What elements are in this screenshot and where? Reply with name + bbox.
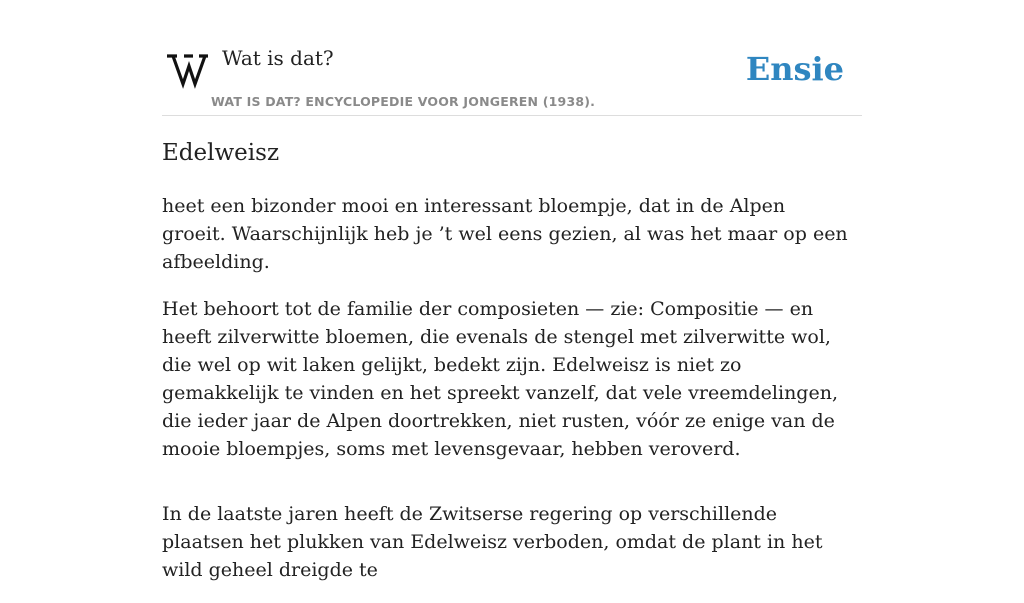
source-title[interactable]: Wat is dat? — [222, 46, 334, 70]
article-title: Edelweisz — [162, 140, 280, 166]
wikipedia-w-icon — [165, 50, 209, 90]
brand-logo-link[interactable]: Ensie — [745, 50, 844, 88]
paragraph: In de laatste jaren heeft de Zwitserse regering op verschillende plaatsen het plukken van Edelweisz verboden, omdat de plant in het wild geheel dreigde te — [162, 503, 823, 581]
article-body — [162, 192, 852, 603]
paragraph: Het behoort tot de familie der composieten — zie: Compositie — en heeft zilverwitte bloemen, die evenals de stengel met zilverwitte wol, die wel op wit laken gelijkt, bedekt zijn. Edelweisz is niet zo gemakkelijk te vinden en het spreekt vanzelf, dat vele vreemdelingen, die ieder jaar de Alpen doortrekken, niet rusten, vóór ze enige van de mooie bloempjes, soms met levensgevaar, hebben veroverd. — [162, 298, 838, 460]
source-subtitle: WAT IS DAT? ENCYCLOPEDIE VOOR JONGEREN (1938). — [211, 94, 596, 109]
source-header — [162, 40, 862, 116]
paragraph: heet een bizonder mooi en interessant bloempje, dat in de Alpen groeit. Waarschijnlijk heb je ’t wel eens gezien, al was het maar op een afbeelding. — [162, 195, 848, 273]
